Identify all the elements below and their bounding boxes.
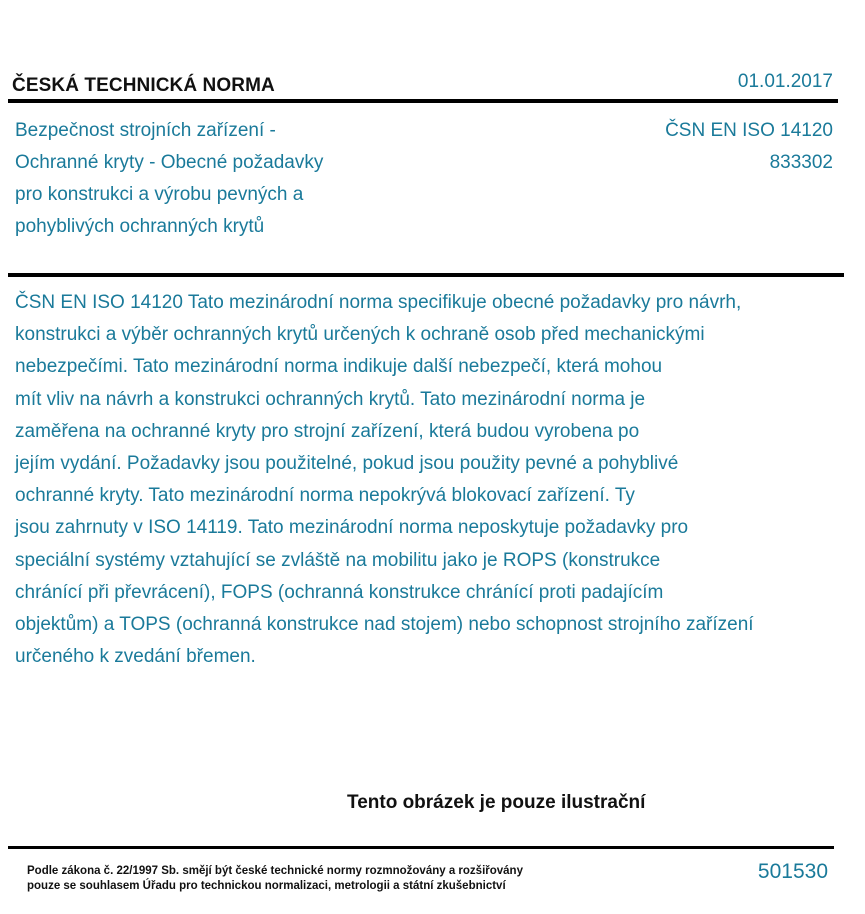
- abstract-line: nebezpečími. Tato mezinárodní norma indikuje další nebezpečí, která mohou: [15, 356, 663, 378]
- illustration-notice: Tento obrázek je pouze ilustrační: [347, 792, 646, 813]
- title-divider: [8, 273, 844, 277]
- abstract-line: jejím vydání. Požadavky jsou použitelné, pokud jsou použity pevné a pohyblivé: [15, 453, 679, 475]
- publication-date: 01.01.2017: [737, 71, 833, 92]
- legal-notice-line: Podle zákona č. 22/1997 Sb. smějí být české technické normy rozmnožovány a rozšiřovány: [27, 865, 523, 877]
- abstract-line: speciální systémy vztahující se zvláště na mobilitu jako je ROPS (konstrukce: [15, 549, 661, 571]
- catalog-id: 501530: [757, 860, 828, 883]
- standard-title-line: pro konstrukci a výrobu pevných a: [15, 184, 304, 205]
- abstract-line: objektům) a TOPS (ochranná konstrukce nad stojem) nebo schopnost strojního zařízení: [15, 614, 754, 636]
- abstract-text: [15, 287, 865, 673]
- abstract-line: chránící při převrácení), FOPS (ochranná konstrukce chránící proti padajícím: [15, 581, 664, 603]
- legal-notice: [27, 864, 523, 894]
- legal-notice-line: pouze se souhlasem Úřadu pro technickou normalizaci, metrologii a státní zkušebnictví: [27, 880, 506, 892]
- document-type-heading: ČESKÁ TECHNICKÁ NORMA: [12, 75, 275, 96]
- standard-title-line: Ochranné kryty - Obecné požadavky: [15, 152, 324, 173]
- standard-code: ČSN EN ISO 14120: [665, 120, 833, 141]
- standard-identifiers: [665, 115, 833, 179]
- abstract-line: mít vliv na návrh a konstrukci ochranných krytů. Tato mezinárodní norma je: [15, 388, 646, 410]
- header-divider: [8, 99, 838, 103]
- abstract-line: určeného k zvedání břemen.: [15, 646, 256, 668]
- classification-number: 833302: [769, 152, 833, 173]
- abstract-line: zaměřena na ochranné kryty pro strojní zařízení, která budou vyrobena po: [15, 420, 640, 442]
- abstract-line: jsou zahrnuty v ISO 14119. Tato mezinárodní norma neposkytuje požadavky pro: [15, 517, 689, 539]
- standard-title-line: pohyblivých ochranných krytů: [15, 216, 265, 237]
- standard-title-line: Bezpečnost strojních zařízení -: [15, 120, 276, 141]
- footer-divider: [8, 846, 834, 849]
- abstract-line: konstrukci a výběr ochranných krytů určených k ochraně osob před mechanickými: [15, 324, 705, 346]
- abstract-line: ochranné kryty. Tato mezinárodní norma nepokrývá blokovací zařízení. Ty: [15, 485, 635, 507]
- standard-title: [15, 115, 435, 243]
- abstract-line: ČSN EN ISO 14120 Tato mezinárodní norma specifikuje obecné požadavky pro návrh,: [15, 292, 742, 313]
